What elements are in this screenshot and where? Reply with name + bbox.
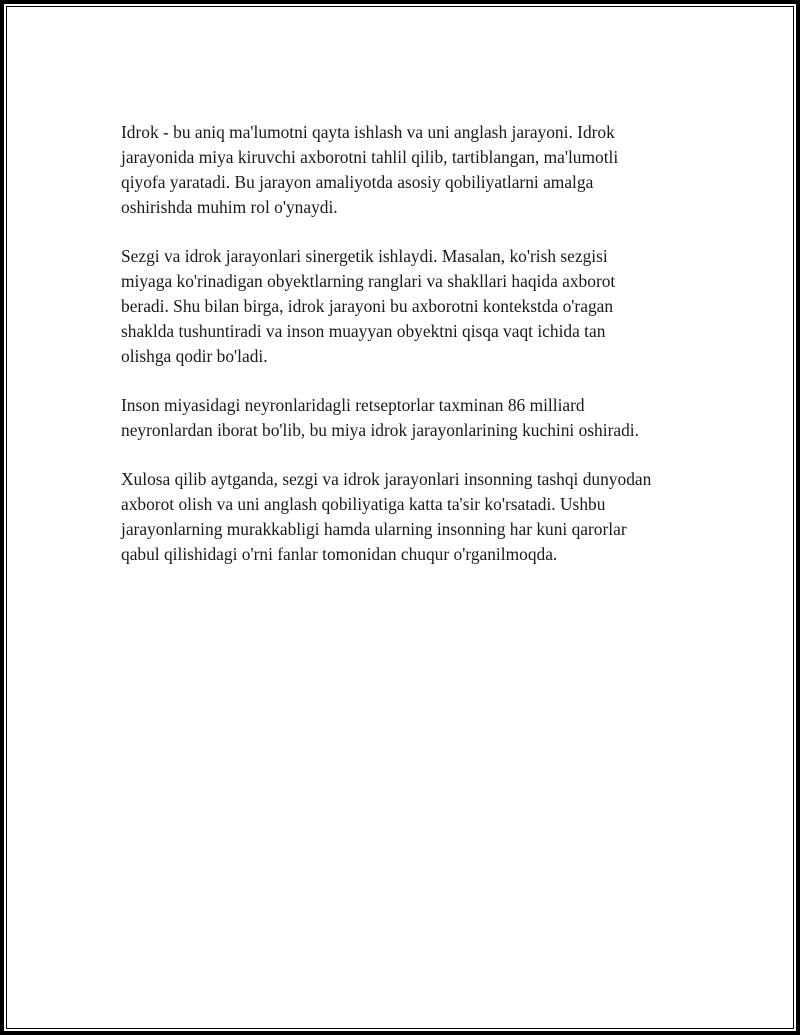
paragraph-4: Xulosa qilib aytganda, sezgi va idrok jarayonlari insonning tashqi dunyodan axborot olish va uni anglash qobiliyatiga katta ta'sir ko'rsatadi. Ushbu jarayonlarning murakkabligi hamda ularning insonning har kuni qarorlar qabul qilishidagi o'rni fanlar tomonidan chuqur o'rganilmoqda. [121,469,652,564]
paragraph-2: Sezgi va idrok jarayonlari sinergetik ishlaydi. Masalan, ko'rish sezgisi miyaga ko'rinadigan obyektlarning ranglari va shakllari haqida axborot beradi. Shu bilan birga, idrok jarayoni bu axborotni kontekstda o'ragan shaklda tushuntiradi va inson muayyan obyektni qisqa vaqt ichida tan olishga qodir bo'ladi. [121,246,616,366]
paragraph-1: Idrok - bu aniq ma'lumotni qayta ishlash va uni anglash jarayoni. Idrok jarayonida miya kiruvchi axborotni tahlil qilib, tartiblangan, ma'lumotli qiyofa yaratadi. Bu jarayon amaliyotda asosiy qobiliyatlarni amalga oshirishda muhim rol o'ynaydi. [121,122,619,217]
paragraph-3: Inson miyasidagi neyronlaridagli retseptorlar taxminan 86 milliard neyronlardan iborat bo'lib, bu miya idrok jarayonlarining kuchini oshiradi. [121,395,639,440]
document-body [121,120,701,591]
